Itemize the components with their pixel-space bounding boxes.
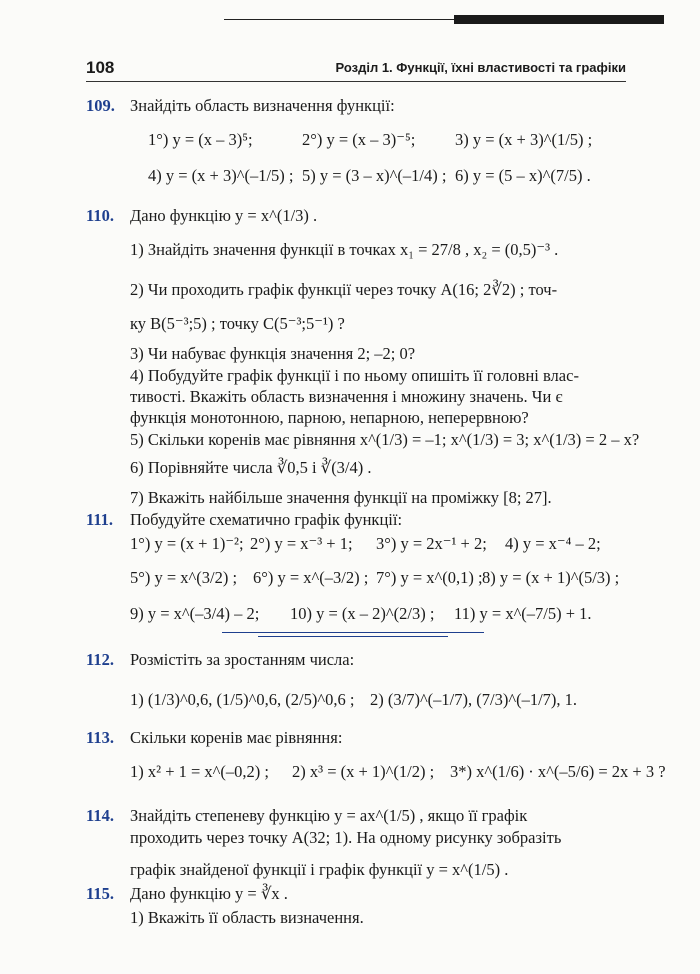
item: 2) (3/7)^(–1/7), (7/3)^(–1/7), 1. [370, 690, 578, 709]
problem-line: проходить через точку A(32; 1). На одному рисунку зобразіть [130, 828, 562, 847]
item: 1°) y = (x – 3)⁵; [148, 130, 253, 149]
item: 7°) y = x^(0,1) ; [376, 568, 483, 587]
item: 8) y = (x + 1)^(5/3) ; [482, 568, 620, 587]
problem-line: Знайдіть степеневу функцію y = ax^(1/5) , якщо її графік [130, 806, 528, 825]
problem-text: Дано функцію y = x^(1/3) . [130, 206, 318, 225]
subitem: 4) Побудуйте графік функції і по ньому опишіть її головні влас- [130, 366, 579, 385]
item: 2°) y = x⁻³ + 1; [250, 534, 353, 553]
subitem: 7) Вкажіть найбільше значення функції на проміжку [8; 27]. [130, 488, 552, 507]
problem-text: Розмістіть за зростанням числа: [130, 650, 355, 669]
subitem: ку B(5⁻³;5) ; точку C(5⁻³;5⁻¹) ? [130, 314, 345, 333]
divider-line [222, 632, 484, 633]
problem-number: 113. [86, 728, 114, 747]
problem-text: Знайдіть область визначення функції: [130, 96, 395, 115]
item: 10) y = (x – 2)^(2/3) ; [290, 604, 435, 623]
problem-number: 112. [86, 650, 114, 669]
item: 6°) y = x^(–3/2) ; [253, 568, 369, 587]
item: 9) y = x^(–3/4) – 2; [130, 604, 260, 623]
divider-line [258, 636, 448, 637]
page-header [86, 58, 626, 80]
header-rule [86, 81, 626, 82]
problem-number: 110. [86, 206, 114, 225]
item: 4) y = x⁻⁴ – 2; [505, 534, 601, 553]
section-title: Розділ 1. Функції, їхні властивості та графіки [335, 60, 626, 75]
item: 3*) x^(1/6) · x^(–5/6) = 2x + 3 ? [450, 762, 666, 781]
problem-number: 109. [86, 96, 115, 115]
item: 2) x³ = (x + 1)^(1/2) ; [292, 762, 435, 781]
problem-number: 115. [86, 884, 114, 903]
item: 5) y = (3 – x)^(–1/4) ; [302, 166, 447, 185]
page-number: 108 [86, 58, 115, 77]
subitem: функція монотонною, парною, непарною, неперервною? [130, 408, 529, 427]
item: 5°) y = x^(3/2) ; [130, 568, 238, 587]
problem-text: Дано функцію y = ∛x . [130, 884, 288, 903]
subitem: 6) Порівняйте числа ∛0,5 і ∛(3/4) . [130, 458, 372, 477]
item: 4) y = (x + 3)^(–1/5) ; [148, 166, 294, 185]
problem-line: графік знайденої функції і графік функції y = x^(1/5) . [130, 860, 509, 879]
subitem: 5) Скільки коренів має рівняння x^(1/3) = –1; x^(1/3) = 3; x^(1/3) = 2 – x? [130, 430, 640, 449]
problem-number: 114. [86, 806, 114, 825]
item: 3°) y = 2x⁻¹ + 2; [376, 534, 487, 553]
subitem: 1) Знайдіть значення функції в точках x₁ = 27/8 , x₂ = (0,5)⁻³ . [130, 240, 559, 259]
problem-text: Скільки коренів має рівняння: [130, 728, 343, 747]
item: 1) (1/3)^0,6, (1/5)^0,6, (2/5)^0,6 ; [130, 690, 355, 709]
item: 6) y = (5 – x)^(7/5) . [455, 166, 591, 185]
item: 11) y = x^(–7/5) + 1. [454, 604, 592, 623]
item: 2°) y = (x – 3)⁻⁵; [302, 130, 416, 149]
subitem: 1) Вкажіть її область визначення. [130, 908, 364, 927]
item: 1) x² + 1 = x^(–0,2) ; [130, 762, 269, 781]
problem-text: Побудуйте схематично графік функції: [130, 510, 403, 529]
item: 3) y = (x + 3)^(1/5) ; [455, 130, 593, 149]
subitem: тивості. Вкажіть область визначення і множину значень. Чи є [130, 387, 563, 406]
problem-number: 111. [86, 510, 114, 529]
subitem: 2) Чи проходить графік функції через точку A(16; 2∛2) ; точ- [130, 280, 558, 299]
top-decor-bar [224, 15, 664, 24]
subitem: 3) Чи набуває функція значення 2; –2; 0? [130, 344, 416, 363]
item: 1°) y = (x + 1)⁻²; [130, 534, 244, 553]
